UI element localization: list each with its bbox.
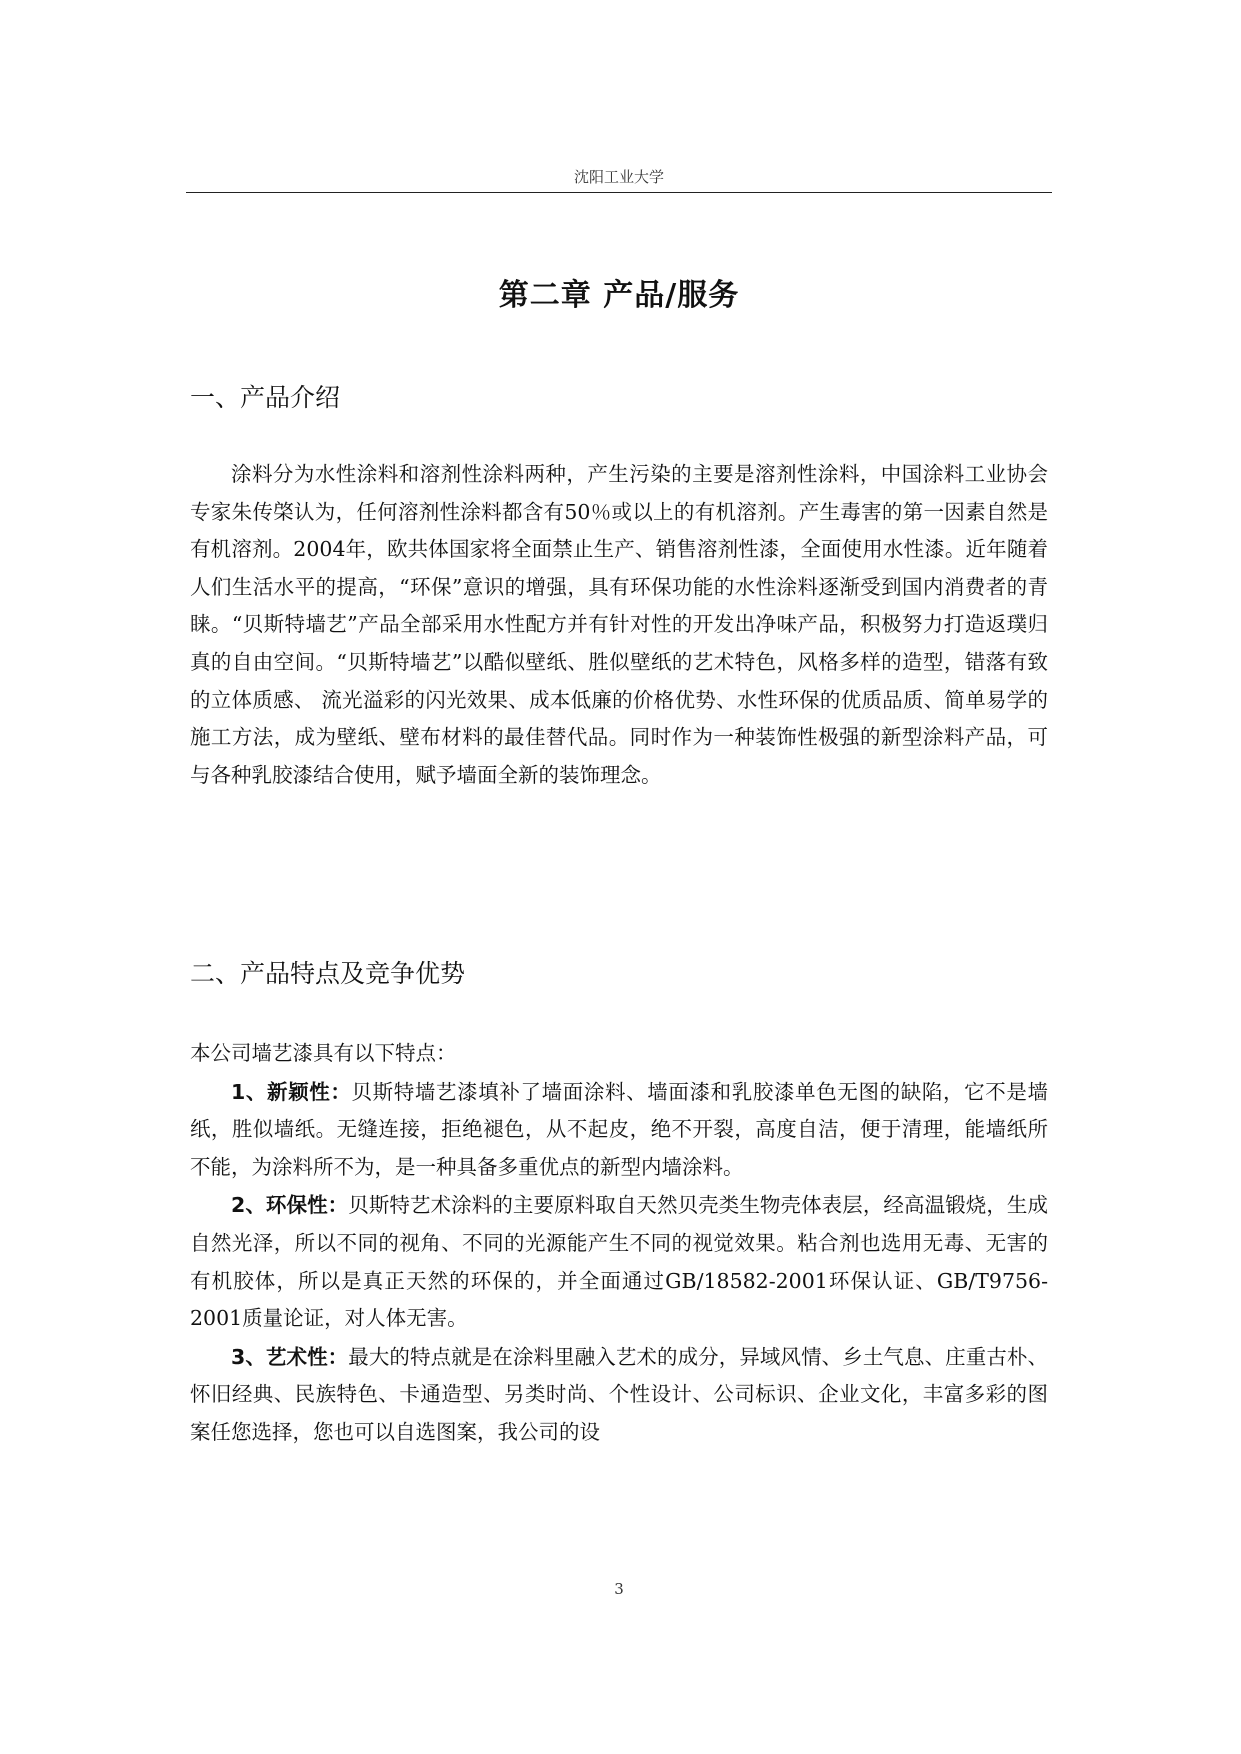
feature-text: 最大的特点就是在涂料里融入艺术的成分，异域风情、乡土气息、庄重古朴、怀旧经典、民族特色、卡通造型、另类时尚、个性设计、公司标识、企业文化，丰富多彩的图案任您选择，您也可以自选图案，我公司的设 — [190, 1344, 1049, 1444]
feature-text: 贝斯特墙艺漆填补了墙面涂料、墙面漆和乳胶漆单色无图的缺陷，它不是墙纸，胜似墙纸。无缝连接，拒绝褪色，从不起皮，绝不开裂，高度自洁，便于清理，能墙纸所不能，为涂料所不为，是一种具备多重优点的新型内墙涂料。 — [190, 1079, 1049, 1179]
product-intro-body — [190, 456, 1048, 794]
feature-label: 1、新颖性： — [231, 1079, 352, 1104]
feature-item-novelty — [190, 1074, 1048, 1187]
features-intro: 本公司墙艺漆具有以下特点： — [190, 1041, 457, 1065]
chapter-title: 第二章 产品/服务 — [498, 278, 740, 313]
section-heading-features: 二、产品特点及竞争优势 — [190, 959, 466, 988]
section-heading-product-intro: 一、产品介绍 — [190, 383, 341, 412]
features-body — [190, 1035, 1048, 1452]
feature-item-eco — [190, 1187, 1048, 1337]
feature-text: 贝斯特艺术涂料的主要原料取自天然贝壳类生物壳体表层，经高温锻烧，生成自然光泽，所以不同的视角、不同的光源能产生不同的视觉效果。粘合剂也选用无毒、无害的有机胶体，所以是真正天然的环保的，并全面通过GB/18582-2001环保认证、GB/T9756-2001质量论证，对人体无害。 — [190, 1193, 1049, 1331]
header-rule — [186, 192, 1052, 193]
page-number: 3 — [614, 1580, 624, 1598]
running-header: 沈阳工业大学 — [573, 168, 664, 186]
feature-item-artistry — [190, 1339, 1048, 1452]
product-intro-paragraph: 涂料分为水性涂料和溶剂性涂料两种，产生污染的主要是溶剂性涂料，中国涂料工业协会专家朱传棨认为，任何溶剂性涂料都含有50％或以上的有机溶剂。产生毒害的第一因素自然是有机溶剂。2004年，欧共体国家将全面禁止生产、销售溶剂性漆，全面使用水性漆。近年随着人们生活水平的提高，“环保”意识的增强，具有环保功能的水性涂料逐渐受到国内消费者的青睐。“贝斯特墙艺”产品全部采用水性配方并有针对性的开发出净味产品，积极努力打造返璞归真的自由空间。“贝斯特墙艺”以酷似壁纸、胜似壁纸的艺术特色，风格多样的造型，错落有致的立体质感、 流光溢彩的闪光效果、成本低廉的价格优势、水性环保的优质品质、简单易学的施工方法，成为壁纸、壁布材料的最佳替代品。同时作为一种装饰性极强的新型涂料产品，可与各种乳胶漆结合使用，赋予墙面全新的装饰理念。 — [190, 462, 1048, 787]
feature-label: 3、艺术性： — [231, 1344, 349, 1369]
feature-label: 2、环保性： — [231, 1193, 349, 1218]
